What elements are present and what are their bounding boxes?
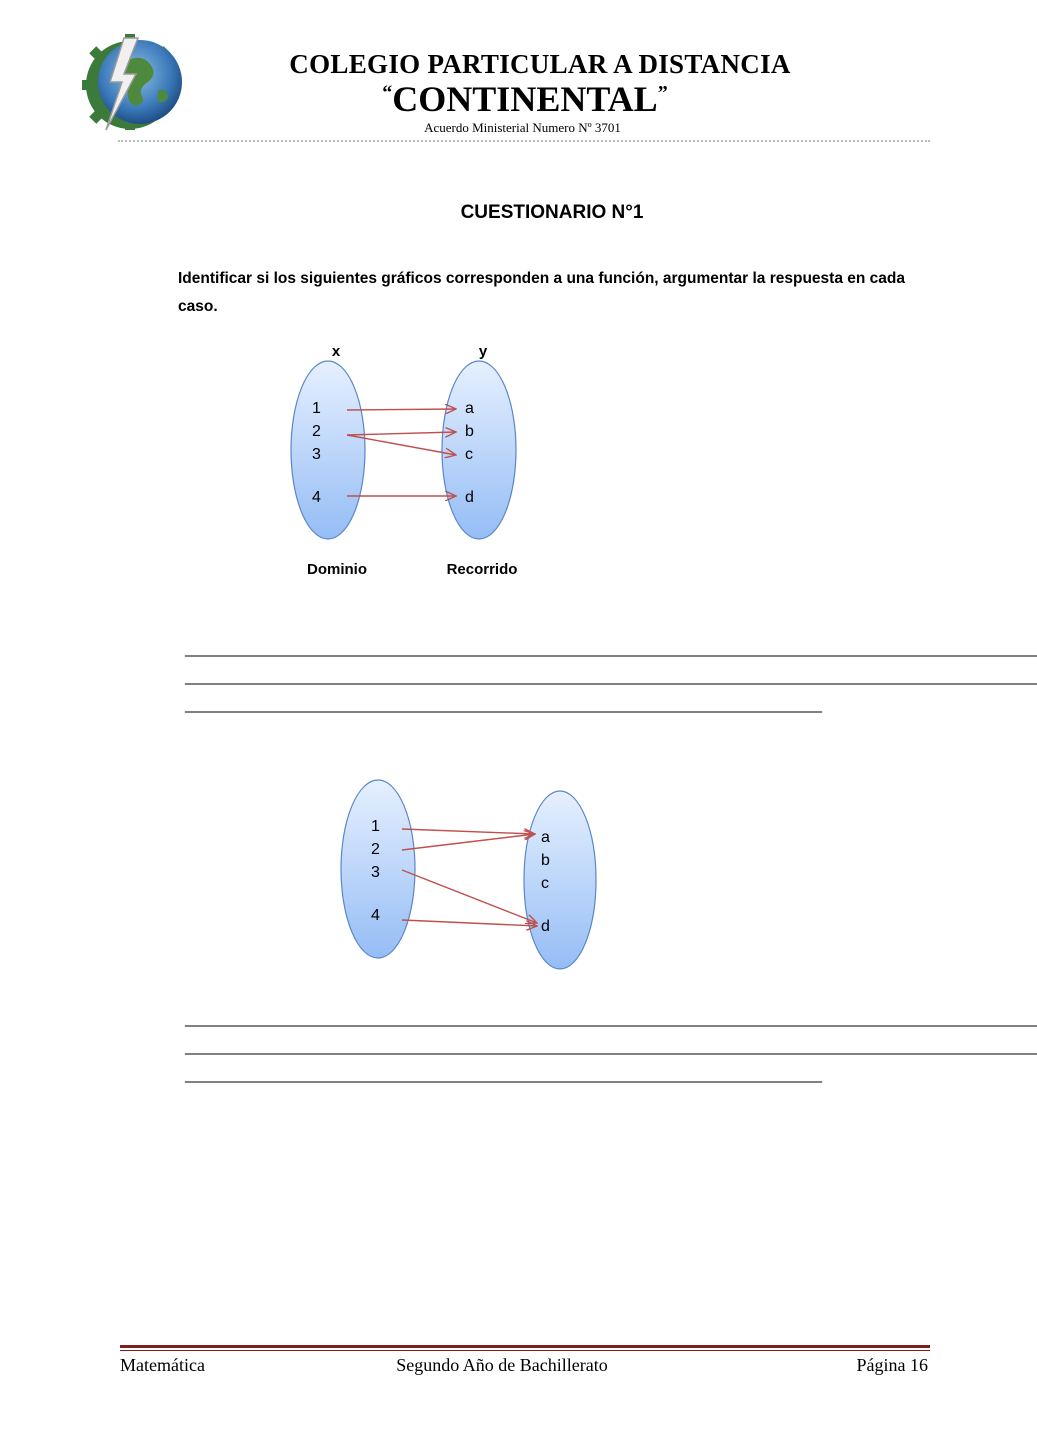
footer-grade: Segundo Año de Bachillerato	[396, 1355, 608, 1375]
close-quote: ”	[657, 82, 668, 104]
instruction-text: Identificar si los siguientes gráficos corresponden a una función, argumentar la respuesta en cada caso.	[178, 270, 905, 315]
range-ellipse	[524, 791, 596, 969]
range-element: b	[541, 852, 550, 869]
answer-line[interactable]: ______________________________________________________________________________________________________________________________________________	[185, 669, 1037, 685]
school-logo	[80, 30, 190, 135]
range-element: b	[465, 423, 474, 440]
domain-element: 1	[312, 400, 321, 417]
answer-line[interactable]: __________________________________________________________________________________________________________	[185, 697, 821, 713]
answer-line[interactable]: ______________________________________________________________________________________________________________________________________________	[185, 1039, 1037, 1055]
domain-element: 3	[371, 864, 380, 881]
domain-element: 3	[312, 446, 321, 463]
footer-page-number: Página 16	[856, 1355, 928, 1375]
y-header: y	[478, 343, 488, 360]
footer-rule-thin	[120, 1350, 930, 1351]
ministerial-agreement: Acuerdo Ministerial Numero Nº 3701	[424, 120, 621, 135]
range-element: c	[465, 446, 473, 463]
range-element: a	[465, 400, 474, 417]
domain-element: 1	[371, 818, 380, 835]
diagram-2	[340, 770, 610, 980]
answer-line[interactable]: ______________________________________________________________________________________________________________________________________________	[185, 1011, 1037, 1027]
school-name: CONTINENTAL	[392, 79, 658, 119]
range-element: c	[541, 875, 549, 892]
domain-label: Dominio	[307, 561, 367, 578]
domain-element: 4	[371, 907, 380, 924]
domain-element: 4	[312, 489, 321, 506]
answer-line[interactable]: ______________________________________________________________________________________________________________________________________________	[185, 641, 1037, 657]
arrow-2-a	[402, 834, 535, 850]
answer-line[interactable]: __________________________________________________________________________________________________________	[185, 1067, 821, 1083]
diagram-1	[270, 335, 550, 595]
arrow-3-d	[402, 870, 537, 923]
open-quote: “	[382, 82, 393, 104]
footer-subject: Matemática	[120, 1355, 205, 1375]
x-header: x	[331, 343, 341, 360]
domain-ellipse	[291, 361, 365, 539]
school-name-line2	[200, 78, 850, 120]
range-ellipse	[442, 361, 516, 539]
page-title: CUESTIONARIO N°1	[460, 202, 644, 223]
arrow-4-d	[402, 920, 537, 926]
arrow-1-a	[402, 829, 535, 834]
domain-element: 2	[312, 423, 321, 440]
range-element: d	[541, 918, 550, 935]
header-divider	[118, 140, 930, 142]
domain-element: 2	[371, 841, 380, 858]
range-label: Recorrido	[446, 561, 518, 578]
range-element: a	[541, 829, 550, 846]
range-element: d	[465, 489, 474, 506]
arrow-1-a	[347, 409, 456, 410]
school-name-line1: COLEGIO PARTICULAR A DISTANCIA	[289, 49, 791, 79]
footer-rule	[120, 1345, 930, 1348]
